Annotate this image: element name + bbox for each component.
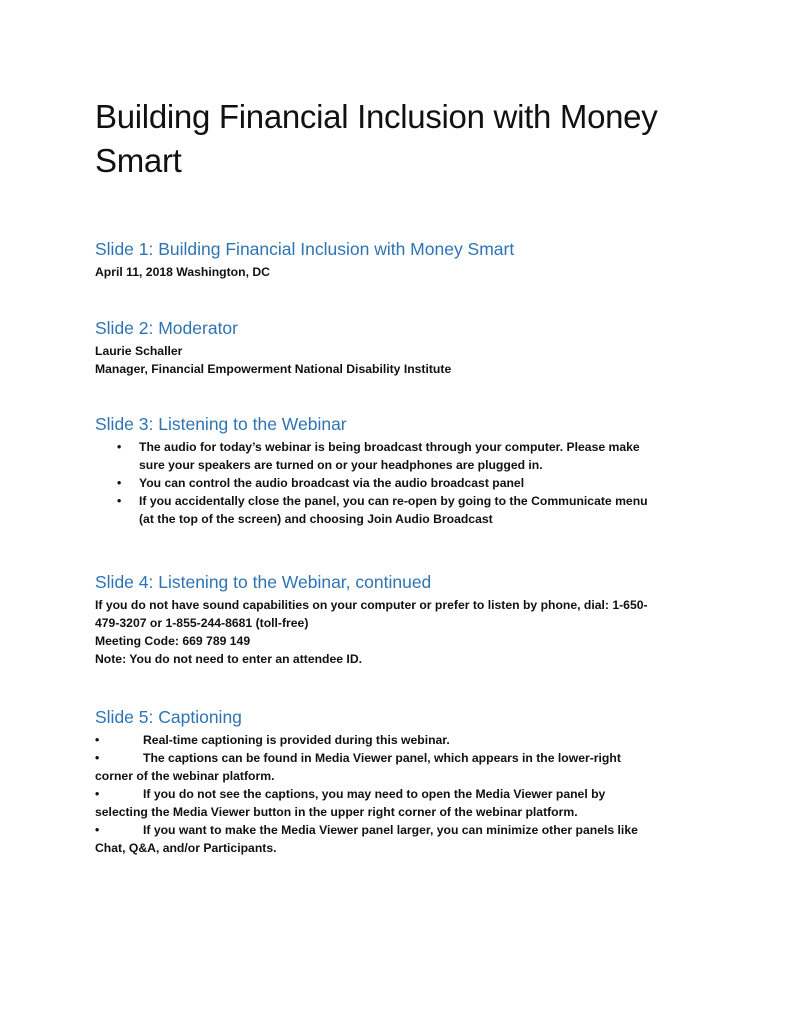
moderator-name: Laurie Schaller <box>95 344 183 358</box>
bullet-text-line: If you accidentally close the panel, you can re-open by going to the Communicate menu <box>139 494 648 508</box>
list-item <box>95 785 735 821</box>
slide-5-section <box>95 706 735 857</box>
list-item <box>95 749 735 785</box>
meeting-code: Meeting Code: 669 789 149 <box>95 634 251 648</box>
bullet-text-line: selecting the Media Viewer button in the upper right corner of the webinar platform. <box>95 805 578 819</box>
document-title-line-2: Smart <box>95 142 182 179</box>
slide-1-heading: Slide 1: Building Financial Inclusion with Money Smart <box>95 239 515 259</box>
bullet-text-line: The captions can be found in Media Viewer panel, which appears in the lower-right <box>143 751 621 765</box>
dial-in-line-2: 479-3207 or 1-855-244-8681 (toll-free) <box>95 616 309 630</box>
slide-1-section <box>95 238 735 281</box>
dial-in-line-1: If you do not have sound capabilities on your computer or prefer to listen by phone, dial: 1-650- <box>95 598 648 612</box>
bullet-text-line: Real-time captioning is provided during this webinar. <box>143 733 450 747</box>
bullet-text-line: If you want to make the Media Viewer panel larger, you can minimize other panels like <box>143 823 638 837</box>
slide-1-date-location: April 11, 2018 Washington, DC <box>95 265 270 279</box>
bullet-icon: • <box>117 440 122 454</box>
slide-4-section <box>95 571 735 668</box>
bullet-text-line: If you do not see the captions, you may need to open the Media Viewer panel by <box>143 787 606 801</box>
list-item <box>95 821 735 857</box>
bullet-text-line: The audio for today’s webinar is being broadcast through your computer. Please make <box>139 440 640 454</box>
bullet-icon: • <box>117 476 122 490</box>
document-title <box>95 95 695 183</box>
slide-4-heading: Slide 4: Listening to the Webinar, continued <box>95 572 432 592</box>
slide-3-heading: Slide 3: Listening to the Webinar <box>95 414 347 434</box>
list-item <box>95 492 735 528</box>
bullet-icon: • <box>95 751 100 765</box>
list-item <box>95 731 735 749</box>
bullet-text-line: (at the top of the screen) and choosing Join Audio Broadcast <box>139 512 493 526</box>
list-item <box>95 438 735 474</box>
slide-5-heading: Slide 5: Captioning <box>95 707 242 727</box>
bullet-text-line: sure your speakers are turned on or your headphones are plugged in. <box>139 458 543 472</box>
bullet-text-line: You can control the audio broadcast via the audio broadcast panel <box>139 476 525 490</box>
slide-2-heading: Slide 2: Moderator <box>95 318 238 338</box>
list-item <box>95 474 735 492</box>
bullet-icon: • <box>117 494 122 508</box>
moderator-title: Manager, Financial Empowerment National Disability Institute <box>95 362 452 376</box>
slide-2-section <box>95 317 735 378</box>
bullet-text-line: Chat, Q&A, and/or Participants. <box>95 841 277 855</box>
slide-3-section <box>95 413 735 528</box>
slide-3-bullet-list <box>95 438 735 528</box>
attendee-note: Note: You do not need to enter an attendee ID. <box>95 652 363 666</box>
bullet-icon: • <box>95 787 100 801</box>
bullet-icon: • <box>95 823 100 837</box>
bullet-icon: • <box>95 733 100 747</box>
document-title-line-1: Building Financial Inclusion with Money <box>95 98 658 135</box>
bullet-text-line: corner of the webinar platform. <box>95 769 275 783</box>
